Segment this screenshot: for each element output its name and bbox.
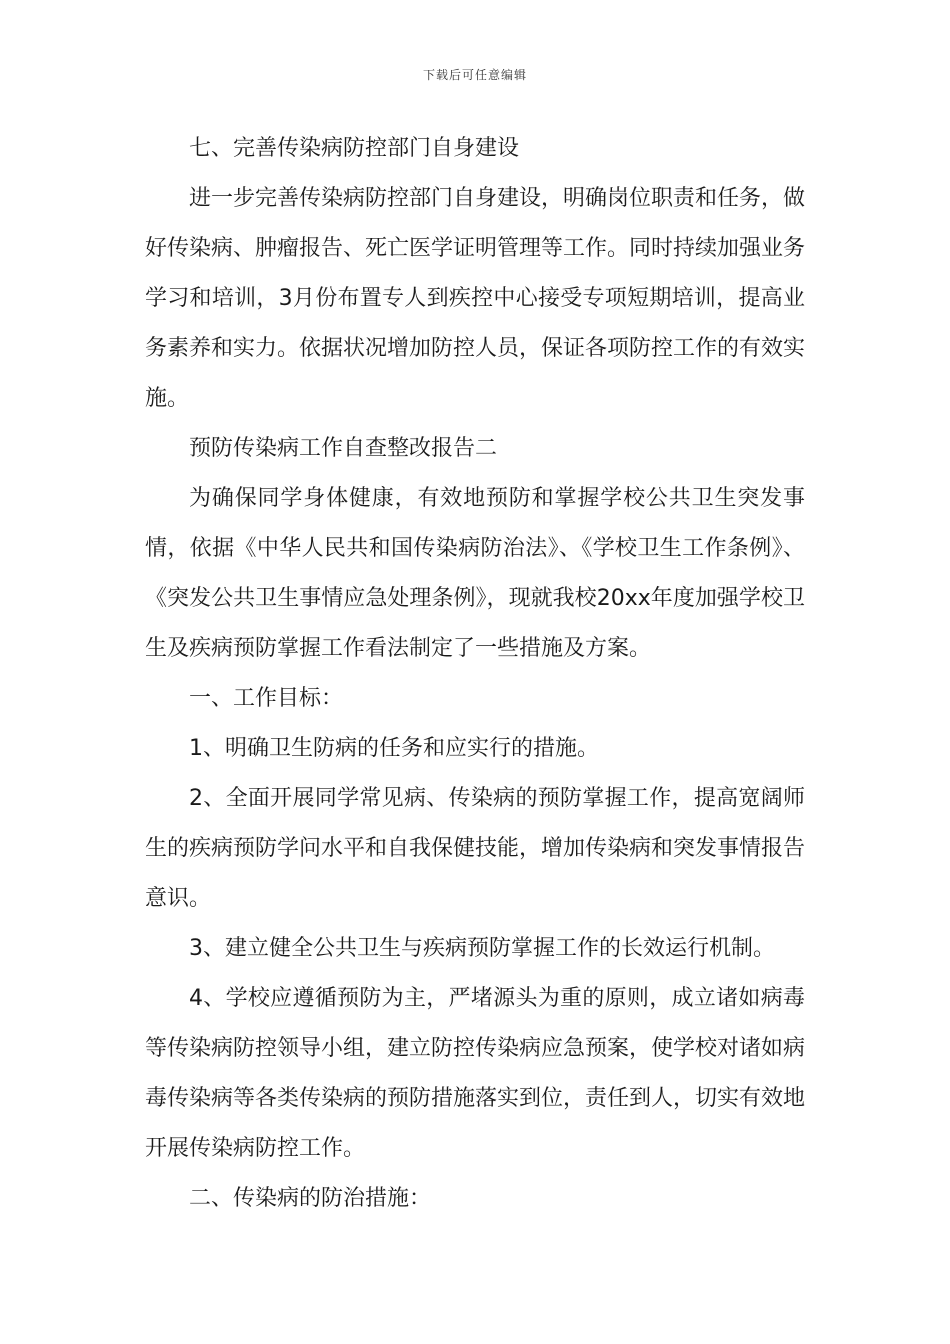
section-heading-goals: 一、工作目标： [189, 686, 344, 711]
goal-item-2: 2、全面开展同学常见病、传染病的预防掌握工作，提高宽阔师生的疾病预防学问水平和自我保健技能，增加传染病和突发事情报告意识。 [145, 786, 806, 911]
goal-item-1: 1、明确卫生防病的任务和应实行的措施。 [189, 736, 599, 761]
goal-item-3: 3、建立健全公共卫生与疾病预防掌握工作的长效运行机制。 [189, 936, 775, 961]
report-title-two: 预防传染病工作自查整改报告二 [189, 436, 498, 461]
document-body [145, 124, 805, 1224]
section-heading-measures: 二、传染病的防治措施： [189, 1186, 432, 1211]
goal-item-4: 4、学校应遵循预防为主，严堵源头为重的原则，成立诸如病毒等传染病防控领导小组，建立防控传染病应急预案，使学校对诸如病毒传染病等各类传染病的预防措施落实到位，责任到人，切实有效地开展传染病防控工作。 [145, 986, 806, 1161]
paragraph-intro: 为确保同学身体健康，有效地预防和掌握学校公共卫生突发事情，依据《中华人民共和国传染病防治法》、《学校卫生工作条例》、《突发公共卫生事情应急处理条例》，现就我校20xx年度加强学校卫生及疾病预防掌握工作看法制定了一些措施及方案。 [145, 486, 805, 661]
paragraph-self-construction: 进一步完善传染病防控部门自身建设，明确岗位职责和任务，做好传染病、肿瘤报告、死亡医学证明管理等工作。同时持续加强业务学习和培训，3月份布置专人到疾控中心接受专项短期培训，提高业务素养和实力。依据状况增加防控人员，保证各项防控工作的有效实施。 [145, 186, 806, 411]
page-header: 下载后可任意编辑 [422, 68, 527, 82]
section-heading-seven: 七、完善传染病防控部门自身建设 [189, 136, 520, 161]
